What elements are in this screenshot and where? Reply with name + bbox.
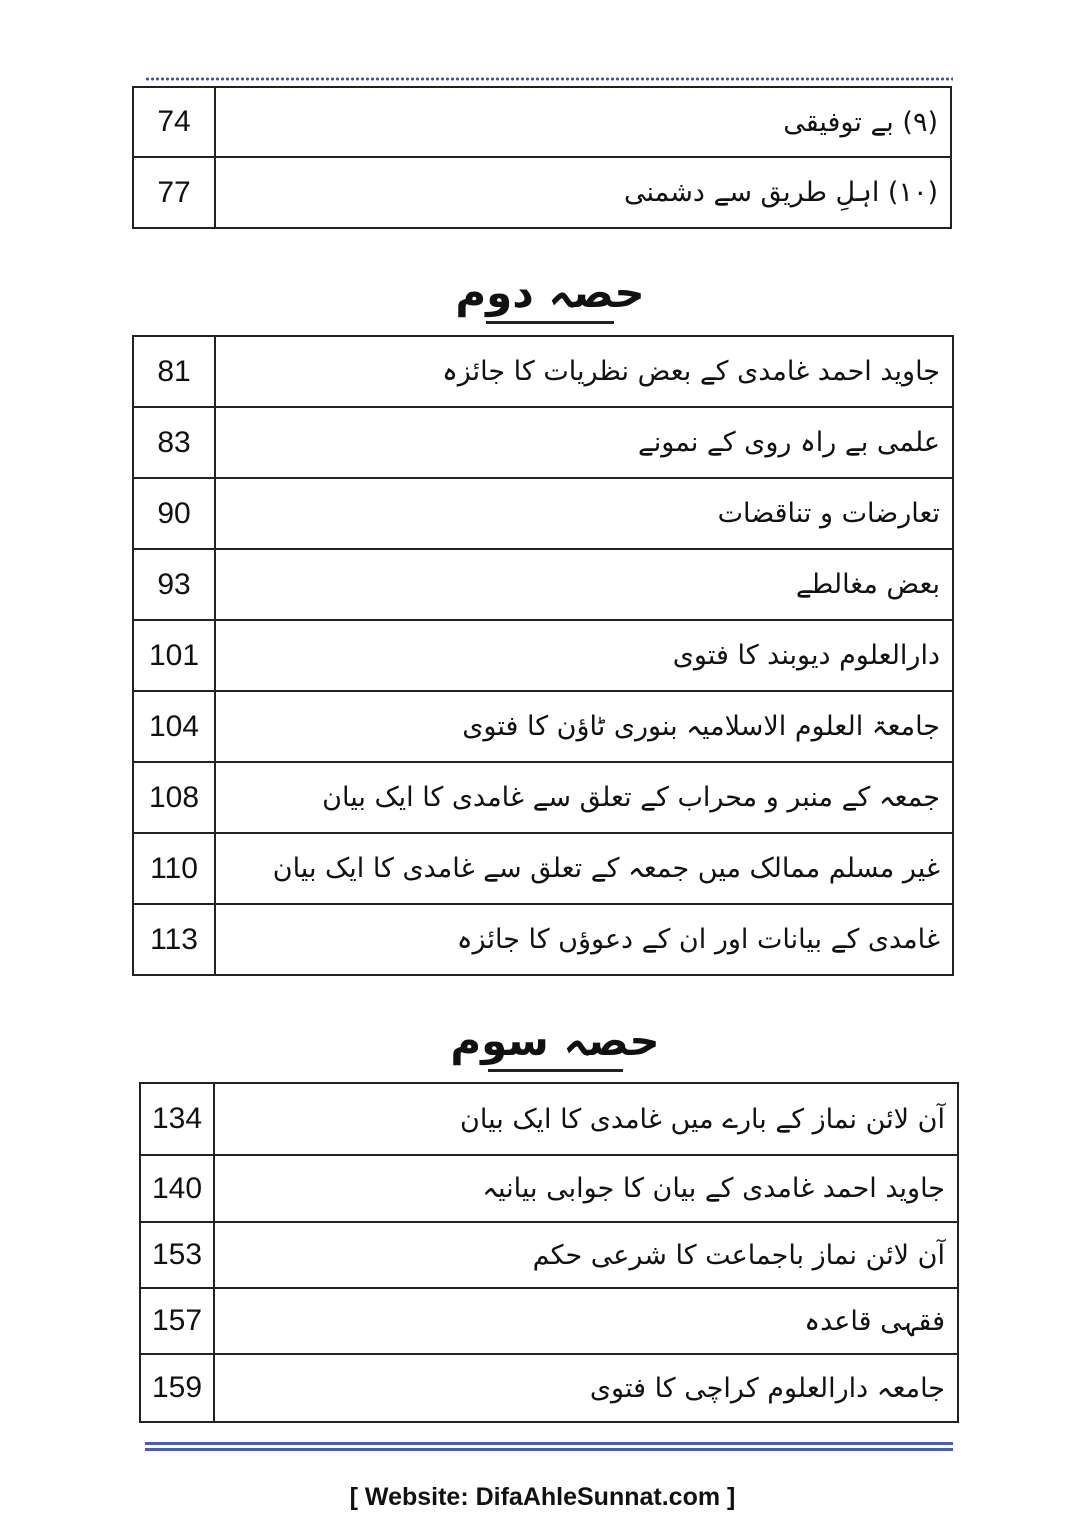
- table-row[interactable]: [133, 157, 951, 228]
- table-row[interactable]: [133, 691, 953, 762]
- page-number: 110: [133, 833, 215, 904]
- table-row[interactable]: [133, 904, 953, 975]
- table-row[interactable]: [133, 407, 953, 478]
- entry-title: تعارضات و تناقضات: [215, 478, 953, 549]
- entry-title: فقہی قاعدہ: [214, 1288, 958, 1354]
- page-number: 93: [133, 549, 215, 620]
- heading-text: حصہ سوم: [450, 1016, 660, 1065]
- toc-table-part2: [132, 335, 954, 976]
- page-number: 140: [140, 1155, 214, 1222]
- table-row[interactable]: [133, 478, 953, 549]
- entry-title: دارالعلوم دیوبند کا فتوی: [215, 620, 953, 691]
- heading-underline: [488, 1069, 623, 1072]
- entry-title: (۹) بے توفیقی: [215, 87, 951, 157]
- table-row[interactable]: [133, 762, 953, 833]
- entry-title: جمعہ کے منبر و محراب کے تعلق سے غامدی کا ایک بیان: [215, 762, 953, 833]
- entry-title: جاوید احمد غامدی کے بعض نظریات کا جائزہ: [215, 336, 953, 407]
- table-row[interactable]: [140, 1354, 958, 1422]
- page-number: 101: [133, 620, 215, 691]
- page-number: 74: [133, 87, 215, 157]
- entry-title: جامعہ دارالعلوم کراچی کا فتوی: [214, 1354, 958, 1422]
- table-row[interactable]: [133, 833, 953, 904]
- entry-title: آن لائن نماز باجماعت کا شرعی حکم: [214, 1222, 958, 1288]
- entry-title: آن لائن نماز کے بارے میں غامدی کا ایک بیان: [214, 1083, 958, 1155]
- page-number: 77: [133, 157, 215, 228]
- table-row[interactable]: [133, 336, 953, 407]
- entry-title: بعض مغالطے: [215, 549, 953, 620]
- toc-table-part1: [132, 86, 952, 229]
- table-row[interactable]: [140, 1155, 958, 1222]
- page-number: 104: [133, 691, 215, 762]
- top-dotted-rule: [145, 76, 953, 82]
- entry-title: علمی بے راہ روی کے نمونے: [215, 407, 953, 478]
- page-number: 108: [133, 762, 215, 833]
- website-footer: [ Website: DifaAhleSunnat.com ]: [349, 1483, 736, 1511]
- section-heading-part2: [430, 268, 670, 324]
- toc-table-part3: [139, 1082, 959, 1423]
- entry-title: غیر مسلم ممالک میں جمعہ کے تعلق سے غامدی کا ایک بیان: [215, 833, 953, 904]
- page-number: 153: [140, 1222, 214, 1288]
- page-number: 159: [140, 1354, 214, 1422]
- table-row[interactable]: [133, 87, 951, 157]
- bottom-double-rule: [145, 1442, 953, 1451]
- table-row[interactable]: [133, 620, 953, 691]
- table-row[interactable]: [140, 1222, 958, 1288]
- page-number: 134: [140, 1083, 214, 1155]
- entry-title: جامعۃ العلوم الاسلامیہ بنوری ٹاؤن کا فتوی: [215, 691, 953, 762]
- page-number: 157: [140, 1288, 214, 1354]
- table-row[interactable]: [140, 1083, 958, 1155]
- table-row[interactable]: [133, 549, 953, 620]
- entry-title: جاوید احمد غامدی کے بیان کا جوابی بیانیہ: [214, 1155, 958, 1222]
- page-number: 90: [133, 478, 215, 549]
- entry-title: غامدی کے بیانات اور ان کے دعوؤں کا جائزہ: [215, 904, 953, 975]
- page-number: 83: [133, 407, 215, 478]
- section-heading-part3: [430, 1016, 680, 1072]
- table-row[interactable]: [140, 1288, 958, 1354]
- heading-underline: [486, 321, 614, 324]
- heading-text: حصہ دوم: [455, 268, 645, 317]
- entry-title: (۱۰) اہلِ طریق سے دشمنی: [215, 157, 951, 228]
- page-number: 113: [133, 904, 215, 975]
- page-number: 81: [133, 336, 215, 407]
